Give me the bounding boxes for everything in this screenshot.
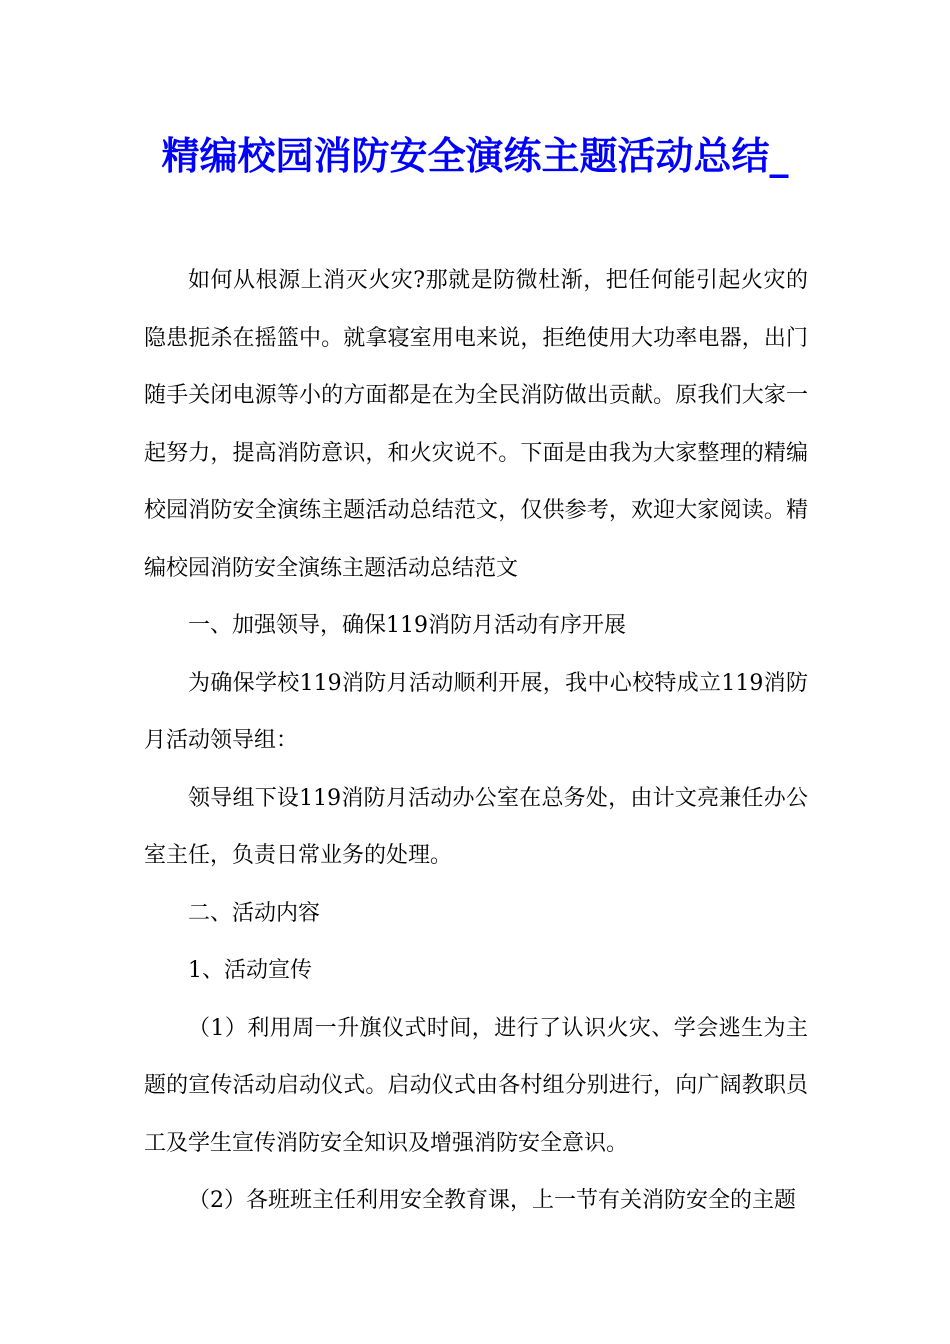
paragraph-subheading-publicity: 1、活动宣传 [188, 958, 312, 983]
paragraph-item-2: （2）各班班主任利用安全教育课，上一节有关消防安全的主题 [188, 1188, 796, 1213]
paragraph-section-2-heading: 二、活动内容 [188, 900, 321, 926]
paragraph-office: 领导组下设119消防月活动办公室在总务处，由计文亮兼任办公室主任，负责日常业务的处理。 [144, 785, 808, 868]
paragraph-leadership-group: 为确保学校119消防月活动顺利开展，我中心校特成立119消防月活动领导组： [144, 670, 808, 753]
document-body [144, 252, 808, 1230]
paragraph-section-1-heading: 一、加强领导，确保119消防月活动有序开展 [188, 613, 626, 638]
document-title: 精编校园消防安全演练主题活动总结_ [161, 134, 789, 178]
paragraph-item-1: （1）利用周一升旗仪式时间，进行了认识火灾、学会逃生为主题的宣传活动启动仪式。启动仪式由各村组分别进行，向广阔教职员工及学生宣传消防安全知识及增强消防安全意识。 [144, 1015, 808, 1156]
paragraph-intro: 如何从根源上消灭火灾?那就是防微杜渐，把任何能引起火灾的隐患扼杀在摇篮中。就拿寝室用电来说，拒绝使用大功率电器，出门随手关闭电源等小的方面都是在为全民消防做出贡献。原我们大家一起努力，提高消防意识，和火灾说不。下面是由我为大家整理的精编校园消防安全演练主题活动总结范文，仅供参考，欢迎大家阅读。精编校园消防安全演练主题活动总结范文 [144, 268, 808, 581]
